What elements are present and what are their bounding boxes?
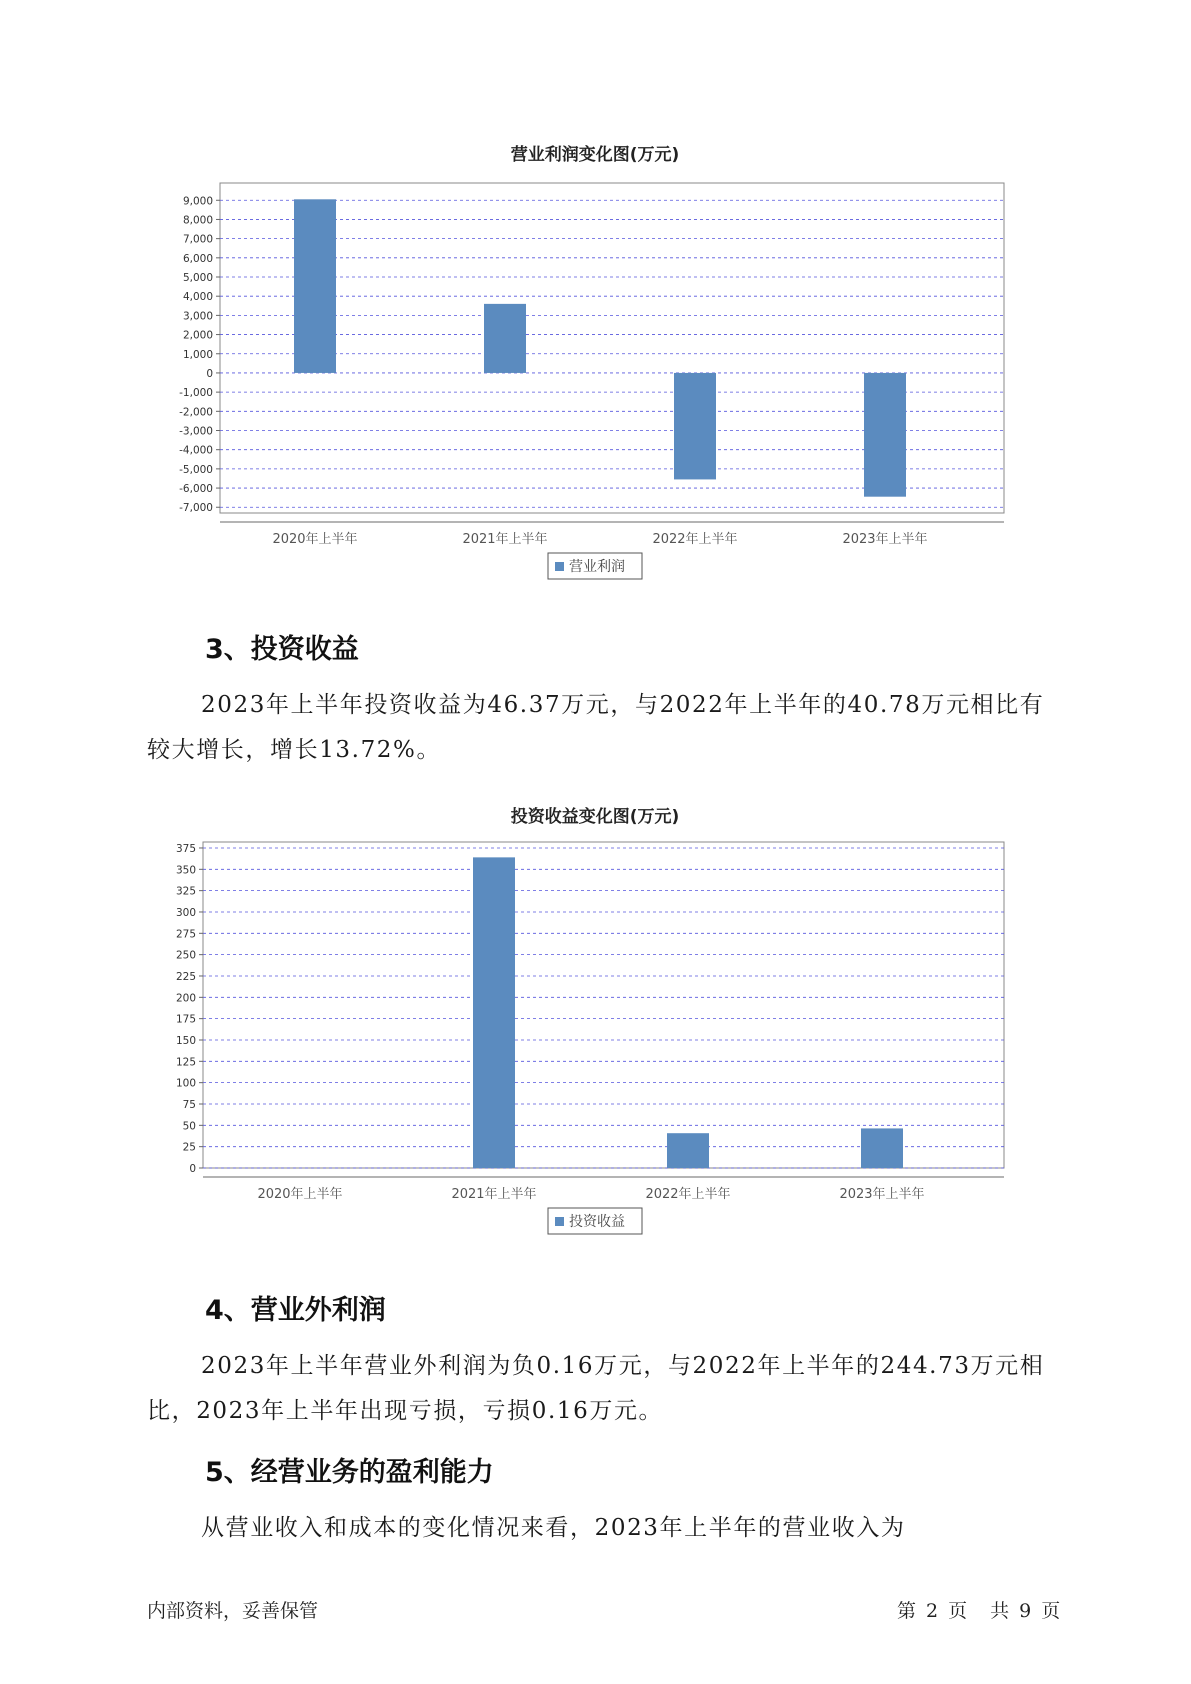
bar — [484, 304, 526, 373]
y-tick-label: -6,000 — [179, 483, 213, 496]
y-tick-label: -7,000 — [179, 502, 213, 515]
legend-label: 营业利润 — [569, 559, 625, 575]
footer-page-info — [892, 1596, 1065, 1623]
footer-confidential-note: 内部资料，妥善保管 — [147, 1600, 319, 1622]
y-tick-label: 8,000 — [182, 214, 213, 227]
investment-income-chart-svg — [0, 792, 1191, 1262]
y-tick-label: 25 — [182, 1141, 196, 1154]
section-heading-investment-income: 3、投资收益 — [205, 634, 359, 665]
footer-total-number: 9 — [1019, 1600, 1032, 1622]
bar — [667, 1133, 709, 1168]
y-tick-label: -1,000 — [179, 387, 213, 400]
investment-income-chart — [0, 792, 1191, 1262]
y-tick-label: 7,000 — [182, 233, 213, 246]
y-tick-label: 325 — [175, 885, 196, 898]
y-tick-label: 3,000 — [182, 310, 213, 323]
legend-label: 投资收益 — [569, 1214, 625, 1230]
x-tick-label: 2022年上半年 — [652, 532, 738, 547]
y-tick-label: 6,000 — [182, 252, 213, 265]
y-tick-label: 375 — [175, 842, 196, 855]
bar — [861, 1128, 903, 1168]
section-heading-profitability: 5、经营业务的盈利能力 — [205, 1457, 494, 1488]
y-tick-label: -4,000 — [179, 444, 213, 457]
y-tick-label: 350 — [175, 864, 196, 877]
bar — [294, 199, 336, 373]
y-tick-label: 225 — [175, 970, 196, 983]
y-tick-label: 300 — [175, 906, 196, 919]
x-tick-label: 2020年上半年 — [272, 532, 358, 547]
y-tick-label: 0 — [206, 367, 213, 380]
operating-profit-chart-svg — [0, 130, 1191, 600]
footer-page-unit: 页 — [948, 1600, 968, 1622]
y-tick-label: 75 — [182, 1098, 196, 1111]
y-tick-label: 200 — [175, 992, 196, 1005]
section-text-profitability: 从营业收入和成本的变化情况来看，2023年上半年的营业收入为 — [201, 1515, 906, 1541]
operating-profit-chart — [0, 130, 1191, 600]
y-tick-label: 100 — [175, 1077, 196, 1090]
y-tick-label: 9,000 — [182, 195, 213, 208]
y-tick-label: -3,000 — [179, 425, 213, 438]
y-tick-label: 275 — [175, 928, 196, 941]
y-tick-label: -5,000 — [179, 463, 213, 476]
y-tick-label: 50 — [182, 1120, 196, 1133]
footer-total-unit: 页 — [1041, 1600, 1061, 1622]
footer-page-label: 第 — [897, 1600, 917, 1622]
x-tick-label: 2021年上半年 — [451, 1187, 537, 1202]
y-tick-label: 150 — [175, 1034, 196, 1047]
section-heading-non-operating-profit: 4、营业外利润 — [205, 1295, 386, 1326]
y-tick-label: -2,000 — [179, 406, 213, 419]
y-tick-label: 4,000 — [182, 291, 213, 304]
x-tick-label: 2023年上半年 — [842, 532, 928, 547]
x-tick-label: 2021年上半年 — [462, 532, 548, 547]
x-tick-label: 2023年上半年 — [839, 1187, 925, 1202]
bar — [674, 373, 716, 479]
x-tick-label: 2022年上半年 — [645, 1187, 731, 1202]
chart-title: 营业利润变化图(万元) — [510, 145, 680, 165]
y-tick-label: 125 — [175, 1056, 196, 1069]
section-text-investment-income: 2023年上半年投资收益为46.37万元，与2022年上半年的40.78万元相比有较大增长，增长13.72%。 — [147, 692, 1045, 763]
y-tick-label: 5,000 — [182, 272, 213, 285]
footer-page-number: 2 — [926, 1600, 939, 1622]
bar — [864, 373, 906, 497]
footer-total-label: 共 — [990, 1600, 1010, 1622]
chart-title: 投资收益变化图(万元) — [510, 807, 680, 827]
y-tick-label: 1,000 — [182, 348, 213, 361]
y-tick-label: 2,000 — [182, 329, 213, 342]
y-tick-label: 250 — [175, 949, 196, 962]
x-tick-label: 2020年上半年 — [257, 1187, 343, 1202]
section-text-non-operating-profit: 2023年上半年营业外利润为负0.16万元，与2022年上半年的244.73万元相比，2023年上半年出现亏损，亏损0.16万元。 — [147, 1353, 1045, 1424]
bar — [473, 857, 515, 1168]
legend-swatch — [555, 562, 564, 571]
y-tick-label: 0 — [189, 1163, 196, 1175]
y-tick-label: 175 — [175, 1013, 196, 1026]
legend-swatch — [555, 1217, 564, 1226]
